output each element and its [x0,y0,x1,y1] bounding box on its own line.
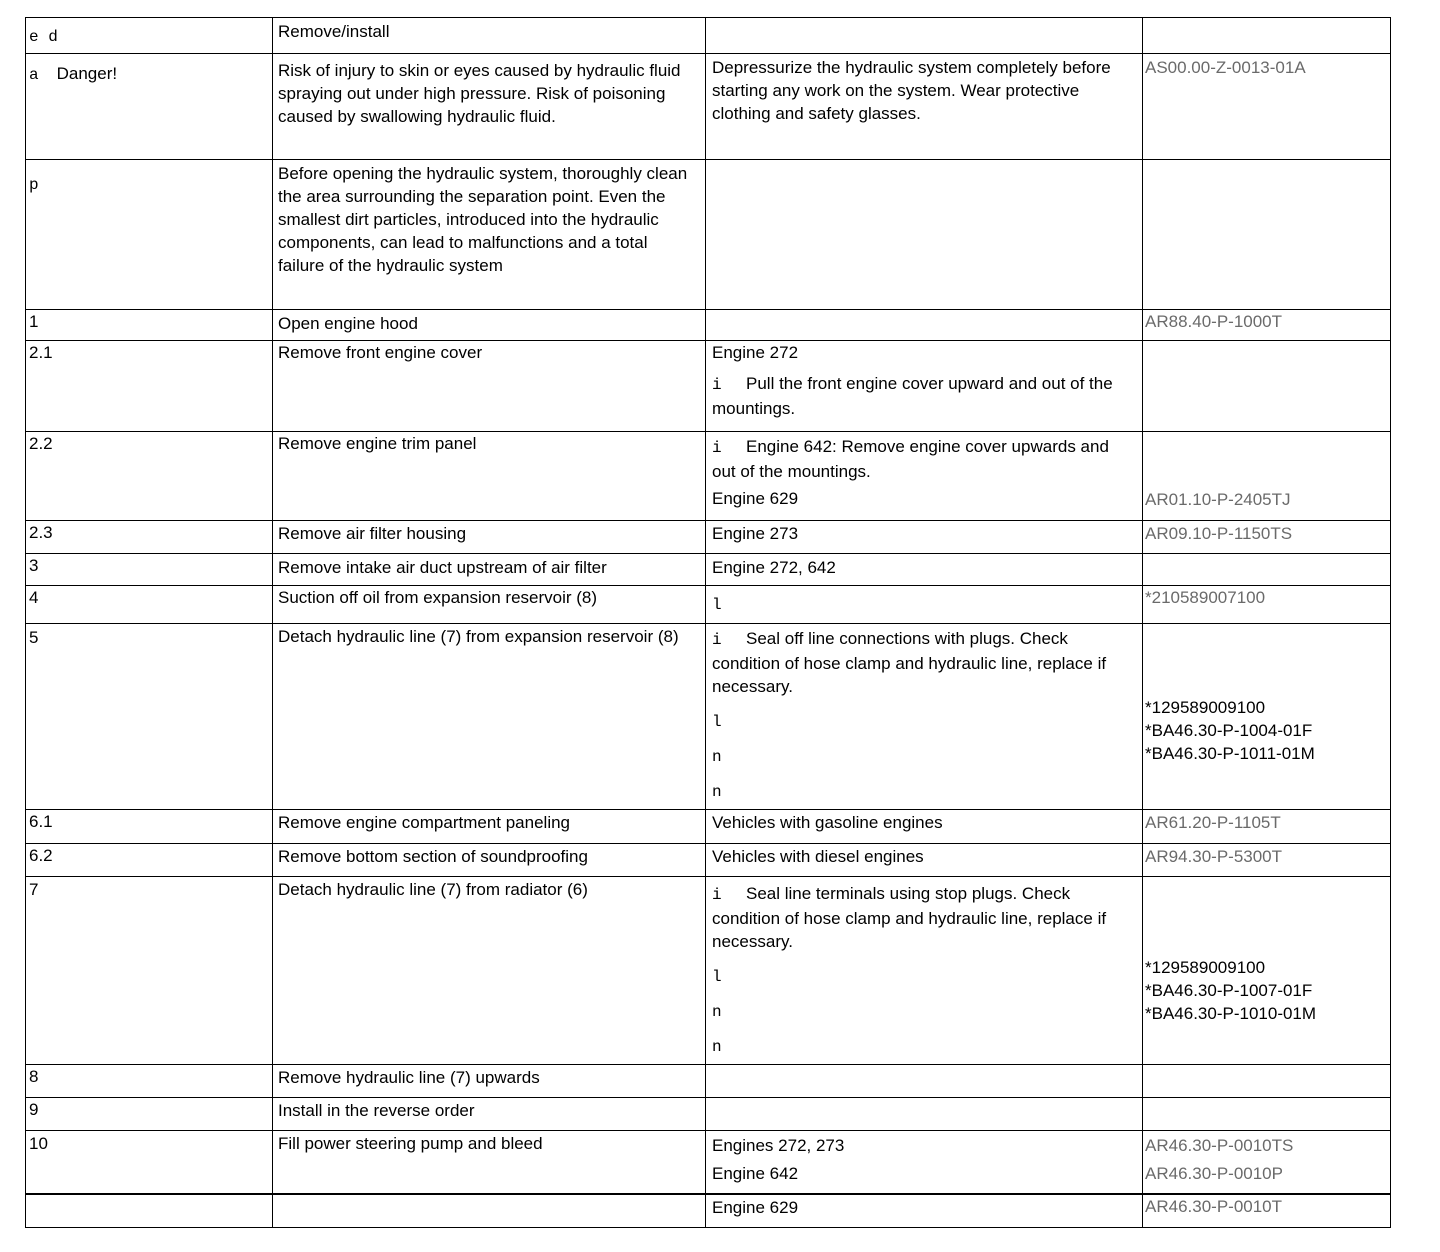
step-ref: *129589009100 [1145,958,1266,977]
danger-label: Danger! [56,64,118,83]
step-number: 1 [29,312,39,331]
table-row [26,432,1391,521]
step-number: 6.2 [29,846,53,865]
table-row [26,1098,1391,1131]
step-number: 9 [29,1100,39,1119]
header-cell [706,18,1143,54]
step-number: 10 [29,1134,48,1153]
step-action: Remove engine compartment paneling [278,813,571,832]
step-ref: AR46.30-P-0010T [1145,1196,1283,1216]
step-ref: AR61.20-P-1105T [1145,813,1281,832]
step-number: 8 [29,1067,39,1086]
step-action: Install in the reverse order [278,1101,475,1120]
step-action: Fill power steering pump and bleed [278,1134,543,1153]
step-number: 2.2 [29,434,53,453]
step-detail-note: Pull the front engine cover upward and out of the mountings. [712,374,1113,418]
table-row [26,554,1391,586]
header-cell [1143,18,1391,54]
info-icon: i [712,439,722,457]
document-icon: n [712,1038,722,1056]
step-ref: AR88.40-P-1000T [1145,312,1283,331]
step-detail: Engine 272, 642 [712,558,836,577]
step-detail: Engine 629 [712,1197,799,1217]
step-number: 2.3 [29,523,53,542]
step-ref: *210589007100 [1145,588,1266,607]
danger-ref: AS00.00-Z-0013-01A [1145,58,1306,77]
table-row [26,877,1391,1065]
step-action: Remove intake air duct upstream of air filter [278,558,607,577]
step-action: Remove front engine cover [278,343,483,362]
step-detail-note: Seal line terminals using stop plugs. Check condition of hose clamp and hydraulic line, replace if necessary. [712,884,1107,951]
table-row [26,1065,1391,1098]
document-icon: n [712,783,722,801]
step-action: Remove hydraulic line (7) upwards [278,1068,540,1087]
step-action: Remove air filter housing [278,524,467,543]
table-row [26,624,1391,810]
note-icon: p [29,176,39,194]
table-row [26,310,1391,341]
step-action: Detach hydraulic line (7) from expansion reservoir (8) [278,627,679,646]
danger-risk-text: Risk of injury to skin or eyes caused by hydraulic fluid spraying out under high pressure. Risk of poisoning caused by swallowing hydraulic fluid. [278,61,681,126]
step-ref: *BA46.30-P-1010-01M [1145,1004,1317,1023]
step-detail-note: Seal off line connections with plugs. Check condition of hose clamp and hydraulic line, replace if necessary. [712,629,1107,696]
step-action: Remove bottom section of soundproofing [278,847,588,866]
step-action: Suction off oil from expansion reservoir (8) [278,588,598,607]
info-icon: i [712,631,722,649]
step-ref: *129589009100 [1145,698,1266,717]
step-ref: *BA46.30-P-1004-01F [1145,721,1313,740]
step-detail: Engine 273 [712,524,799,543]
step-number: 5 [29,628,39,647]
step-ref: *BA46.30-P-1007-01F [1145,981,1313,1000]
danger-icon: a [29,66,39,84]
info-icon: i [712,376,722,394]
step-ref: AR01.10-P-2405TJ [1145,490,1291,509]
note-row [26,160,1391,310]
tool-icon: l [712,713,722,731]
step-detail: Engine 629 [712,489,799,508]
step-detail-note: Engine 642: Remove engine cover upwards and out of the mountings. [712,437,1109,481]
document-icon: n [712,1003,722,1021]
header-cell [273,18,706,54]
step-action: Open engine hood [278,314,418,333]
step-number: 4 [29,588,39,607]
table-row [26,810,1391,844]
danger-row [26,54,1391,160]
step-ref: AR94.30-P-5300T [1145,847,1283,866]
step-detail: Vehicles with diesel engines [712,847,924,866]
tool-icon: l [712,968,722,986]
header-title: Remove/install [278,22,390,41]
info-icon: i [712,886,722,904]
document-icon: n [712,748,722,766]
step-detail: Vehicles with gasoline engines [712,813,943,832]
step-detail: Engine 642 [712,1164,799,1183]
danger-measure-text: Depressurize the hydraulic system completely before starting any work on the system. Wear protective clothing and safety glasses. [712,58,1111,123]
step-ref: AR46.30-P-0010P [1145,1164,1283,1183]
note-text: Before opening the hydraulic system, thoroughly clean the area surrounding the separation point. Even the smallest dirt particles, introduced into the hydraulic components, can lead to malfunctions and a total failure of the hydraulic system [278,164,688,275]
step-number: 2.1 [29,343,53,362]
procedure-table [25,17,1391,1228]
table-row [26,521,1391,554]
step-ref: *BA46.30-P-1011-01M [1145,744,1315,763]
header-cell [26,18,273,54]
table-row [26,1194,1391,1228]
step-action: Detach hydraulic line (7) from radiator (6) [278,880,588,899]
step-action: Remove engine trim panel [278,434,477,453]
step-detail: Engines 272, 273 [712,1136,845,1155]
header-symbols: e d [29,28,58,46]
step-number: 7 [29,880,39,899]
step-number: 6.1 [29,812,53,831]
step-number: 3 [29,556,39,575]
step-ref: AR46.30-P-0010TS [1145,1136,1294,1155]
step-detail: Engine 272 [712,343,799,362]
tool-icon: l [712,596,722,614]
step-ref: AR09.10-P-1150TS [1145,524,1293,543]
table-header-row [26,18,1391,54]
table-row [26,1131,1391,1194]
table-row [26,844,1391,877]
table-row [26,341,1391,432]
table-row [26,586,1391,624]
